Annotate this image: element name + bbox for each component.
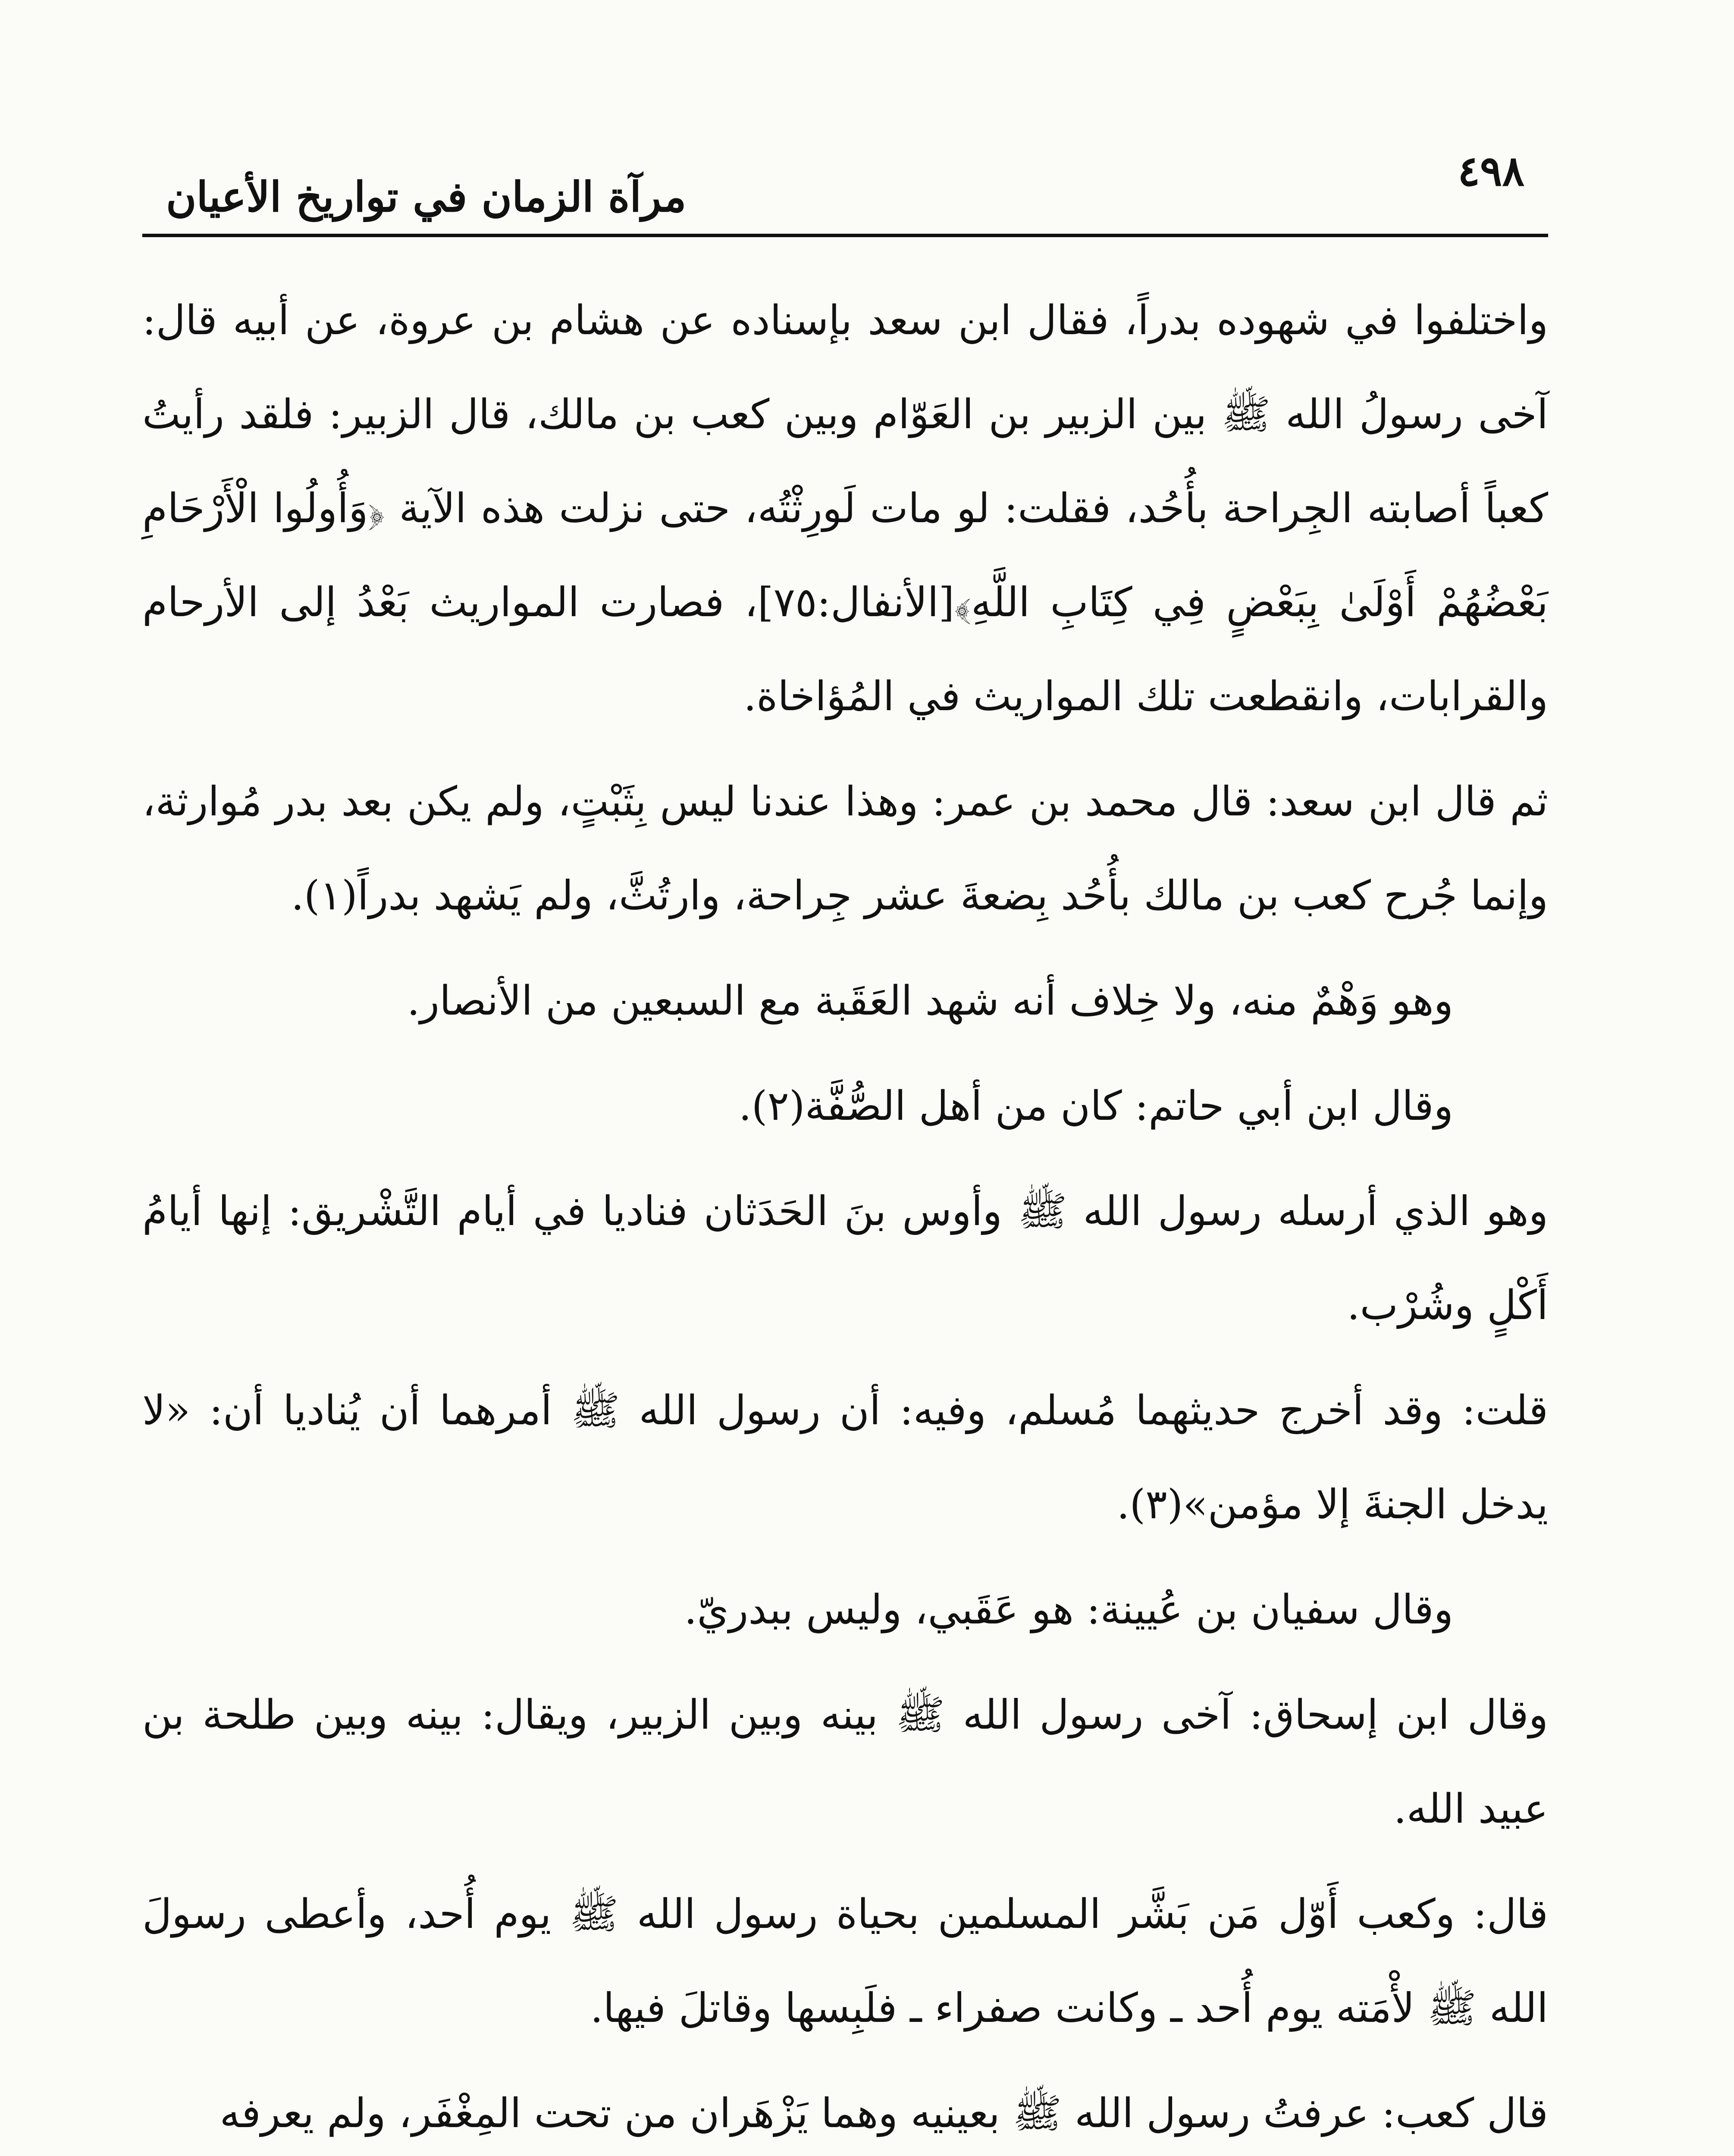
paragraph: ثم قال ابن سعد: قال محمد بن عمر: وهذا عندنا ليس بِثَبْتٍ، ولم يكن بعد بدر مُوارثة، وإنما جُرح كعب بن مالك بأُحُد بِضعةَ عشر جِراحة، وارتُثَّ، ولم يَشهد بدراً(١).: [142, 778, 1548, 919]
paragraph: وقال سفيان بن عُيينة: هو عَقَبي، وليس ببدريّ.: [684, 1586, 1453, 1633]
paragraph: وهو الذي أرسله رسول الله ﷺ وأوس بنَ الحَدَثان فناديا في أيام التَّشْريق: إنها أيامُ أَكْلٍ وشُرْب.: [142, 1188, 1548, 1329]
paragraph: وقال ابن أبي حاتم: كان من أهل الصُّفَّة(٢).: [738, 1083, 1453, 1130]
paragraph: قال كعب: عرفتُ رسول الله ﷺ بعينيه وهما يَزْهَران من تحت المِغْفَر، ولم يعرفه: [219, 2090, 1548, 2137]
paragraph: واختلفوا في شهوده بدراً، فقال ابن سعد بإسناده عن هشام بن عروة، عن أبيه قال: آخى رسولُ الله ﷺ بين الزبير بن العَوّام وبين كعب بن مالك، قال الزبير: فلقد رأيتُ كعباً أصابته الجِراحة بأُحُد، فقلت: لو مات لَورِثْتُه، حتى نزلت هذه الآية ﴿وَأُولُوا الْأَرْحَامِ بَعْضُهُمْ أَوْلَىٰ بِبَعْضٍ فِي كِتَابِ اللَّهِ﴾[الأنفال:٧٥]، فصارت المواريث بَعْدُ إلى الأرحام والقرابات، وانقطعت تلك المواريث في المُؤاخاة.: [142, 297, 1549, 720]
paragraph: وهو وَهْمٌ منه، ولا خِلاف أنه شهد العَقَبة مع السبعين من الأنصار.: [407, 978, 1453, 1025]
main-text: [142, 274, 1548, 2156]
page-number: ٤٩٨: [1458, 147, 1524, 195]
page: [142, 116, 1548, 2156]
paragraph: وقال ابن إسحاق: آخى رسول الله ﷺ بينه وبين الزبير، ويقال: بينه وبين طلحة بن عبيد الله.: [142, 1692, 1548, 1833]
paragraph: قلت: وقد أخرج حديثهما مُسلم، وفيه: أن رسول الله ﷺ أمرهما أن يُناديا أن: «لا يدخل الجنةَ إلا مؤمن»(٣).: [142, 1387, 1548, 1528]
page-header: [142, 116, 1548, 220]
header-rule: [142, 234, 1548, 237]
paragraph: قال: وكعب أَوّل مَن بَشَّر المسلمين بحياة رسول الله ﷺ يوم أُحد، وأعطى رسولَ الله ﷺ لأْمَته يوم أُحد ـ وكانت صفراء ـ فلَبِسها وقاتلَ فيها.: [142, 1891, 1548, 2032]
running-title: مرآة الزمان في تواريخ الأعيان: [166, 172, 687, 221]
